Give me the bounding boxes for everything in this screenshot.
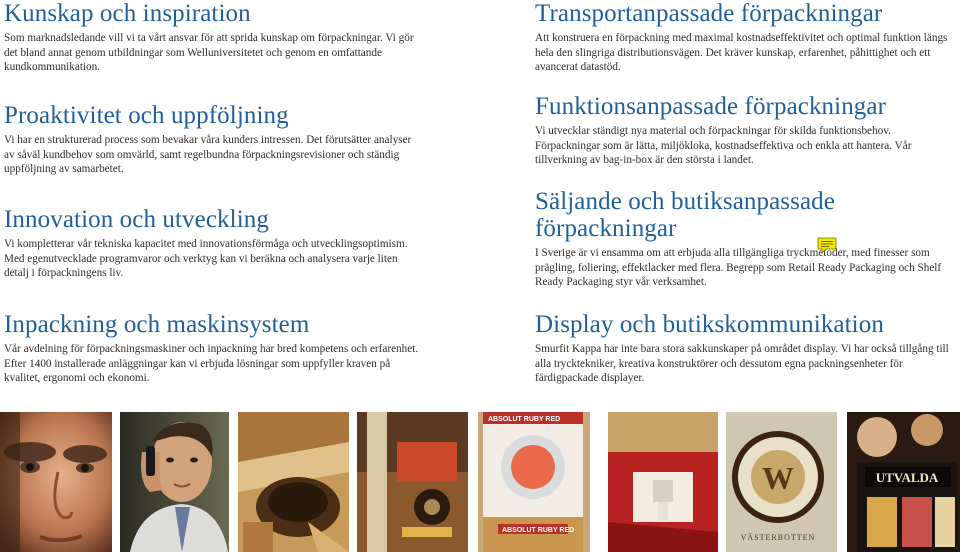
photo-vasterbotten-seal	[726, 412, 837, 552]
section-saljande	[535, 188, 950, 290]
section-heading: Säljande och butiksanpassade förpackningar	[535, 188, 835, 242]
photo-bag-in-box	[608, 412, 718, 552]
section-heading: Proaktivitet och uppföljning	[4, 102, 289, 129]
section-heading: Funktionsanpassade förpackningar	[535, 93, 887, 120]
photo-face-closeup	[0, 412, 112, 552]
section-heading: Transportanpassade förpackningar	[535, 0, 883, 27]
photo-absolut-box	[478, 412, 590, 552]
section-heading: Kunskap och inspiration	[4, 0, 251, 27]
section-heading: Display och butikskommunikation	[535, 311, 884, 338]
section-innovation	[4, 206, 424, 281]
section-funktion	[535, 93, 950, 168]
section-body: Vi kompletterar vår tekniska kapacitet med innovationsförmåga och utvecklingsoptimism. Med egenutvecklade programvaror och verktyg kan vi beräkna och analysera varje liten detalj i förpackningens liv.	[4, 238, 408, 280]
section-body: Smurfit Kappa har inte bara stora sakkunskaper på området display. Vi har också tillgång till alla trycktekniker, kreativa konstruktörer och dessutom egna packningsenheter för färdigpackade displayer.	[535, 343, 949, 385]
section-body: Att konstruera en förpackning med maximal kostnadseffektivitet och optimal funktion längs hela den slingriga distributionsvägen. Det kräver kunskap, erfarenhet, påhittighet och ett avancerat datastöd.	[535, 32, 948, 74]
section-inpackning	[4, 311, 424, 386]
section-body: Vi har en strukturerad process som bevakar våra kunders intressen. Det förutsätter analyser av såväl kundbehov som omvärld, samt regelbundna förpackningsrevisioner och ständig uppföljning av samarbetet.	[4, 134, 412, 176]
section-body: Vår avdelning för förpackningsmaskiner och inpackning har bred kompetens och erfarenhet. Efter 1400 installerade anläggningar kan vi erbjuda lösningar som uppfyller kraven på kvalitet, ergonomi och ekonomi.	[4, 343, 419, 385]
bottle-label-top: ABSOLUT RUBY RED	[488, 416, 561, 423]
section-body: Vi utvecklar ständigt nya material och förpackningar för skilda funktionsbehov. Förpackningar som är lätta, miljökloka, kostnadseffektiva och enkla att hantera. Vår tillverkning av bag-in-box är den största i landet.	[535, 125, 912, 167]
box-brand: UTVALDA	[875, 470, 939, 485]
section-body: Som marknadsledande vill vi ta vårt ansvar för att sprida kunskap om förpackningar. Vi gör det bland annat genom utbildningar som Welluniversitetet och genom en omfattande kundkommunikation.	[4, 32, 414, 74]
photo-packaging-shapes	[238, 412, 349, 552]
section-heading: Inpackning och maskinsystem	[4, 311, 310, 338]
seal-letter: W	[762, 460, 794, 496]
section-display	[535, 311, 950, 386]
bottle-label-bottom: ABSOLUT RUBY RED	[502, 527, 575, 534]
section-kunskap	[4, 0, 424, 75]
section-body: I Sverige är vi ensamma om att erbjuda alla tillgängliga tryckmetoder, med finesser som prägling, foliering, effektlacker med flera. Begrepp som Retail Ready Packaging och Shelf Ready Packaging styr vår verksamhet.	[535, 247, 942, 289]
photo-utvalda-box	[847, 412, 960, 552]
section-transport	[535, 0, 950, 75]
photo-strip	[0, 412, 960, 552]
section-heading: Innovation och utveckling	[4, 206, 269, 233]
section-proaktivitet	[4, 102, 424, 177]
photo-man-phone	[120, 412, 229, 552]
comment-icon[interactable]	[817, 237, 837, 254]
seal-text: VÄSTERBOTTEN	[740, 533, 816, 542]
photo-machinery	[357, 412, 468, 552]
